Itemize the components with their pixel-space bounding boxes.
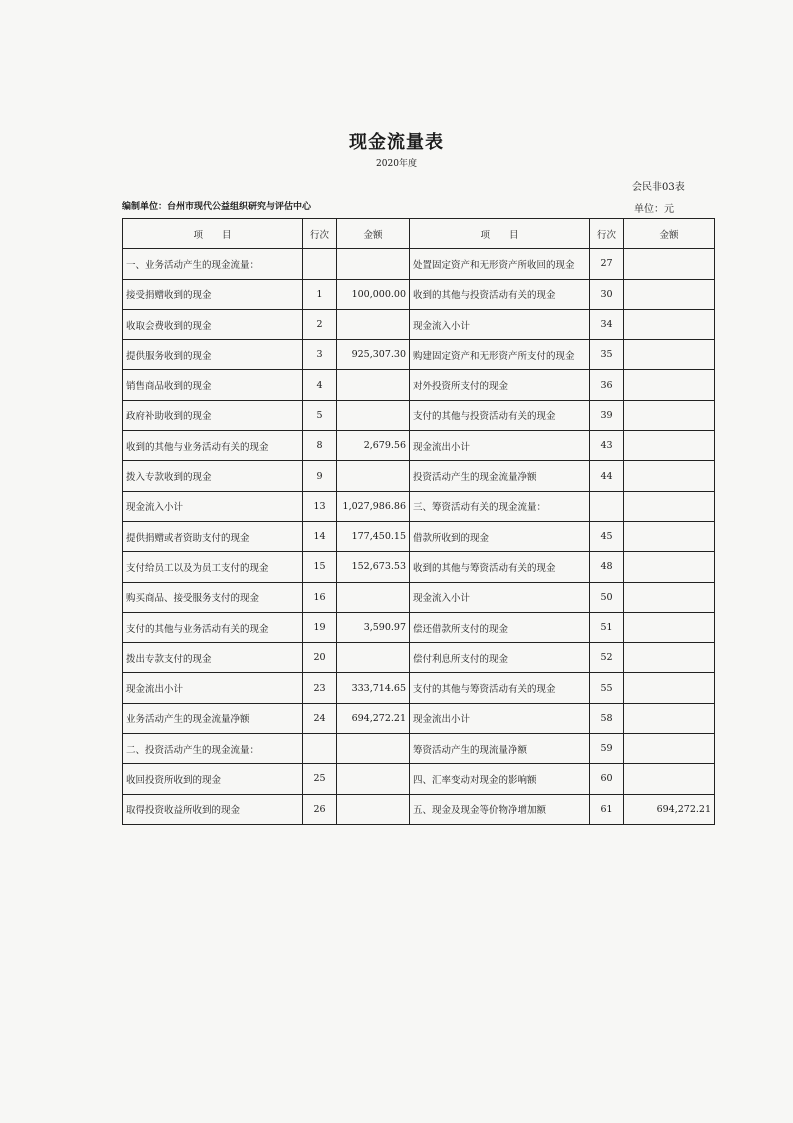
table-row	[123, 703, 715, 733]
left-item: 销售商品收到的现金	[123, 370, 303, 400]
header-amount-left: 金额	[337, 219, 410, 249]
left-item: 收回投资所收到的现金	[123, 764, 303, 794]
right-amount	[624, 734, 715, 764]
left-amount	[337, 370, 410, 400]
right-amount	[624, 370, 715, 400]
table-row	[123, 612, 715, 642]
right-line: 44	[590, 461, 624, 491]
header-line-left: 行次	[303, 219, 337, 249]
left-item: 接受捐赠收到的现金	[123, 279, 303, 309]
right-item: 现金流出小计	[410, 431, 590, 461]
left-line: 20	[303, 643, 337, 673]
header-line-right: 行次	[590, 219, 624, 249]
left-amount	[337, 309, 410, 339]
left-line: 8	[303, 431, 337, 461]
table-row	[123, 370, 715, 400]
table-row	[123, 582, 715, 612]
left-amount	[337, 582, 410, 612]
left-line: 16	[303, 582, 337, 612]
table-row	[123, 279, 715, 309]
left-amount	[337, 400, 410, 430]
header-item-right: 项 目	[410, 219, 590, 249]
right-item: 收到的其他与投资活动有关的现金	[410, 279, 590, 309]
left-amount	[337, 764, 410, 794]
right-item: 三、筹资活动有关的现金流量：	[410, 491, 590, 521]
left-item: 取得投资收益所收到的现金	[123, 794, 303, 824]
left-amount: 152,673.53	[337, 552, 410, 582]
right-line: 45	[590, 521, 624, 551]
right-line	[590, 491, 624, 521]
right-item: 投资活动产生的现金流量净额	[410, 461, 590, 491]
left-amount: 3,590.97	[337, 612, 410, 642]
left-item: 收取会费收到的现金	[123, 309, 303, 339]
left-line: 9	[303, 461, 337, 491]
left-item: 业务活动产生的现金流量净额	[123, 703, 303, 733]
cash-flow-table	[122, 218, 715, 825]
right-amount	[624, 673, 715, 703]
left-line: 13	[303, 491, 337, 521]
left-amount: 333,714.65	[337, 673, 410, 703]
right-amount	[624, 612, 715, 642]
right-line: 34	[590, 309, 624, 339]
left-item: 购买商品、接受服务支付的现金	[123, 582, 303, 612]
right-amount	[624, 552, 715, 582]
right-line: 59	[590, 734, 624, 764]
left-line	[303, 249, 337, 279]
left-amount: 100,000.00	[337, 279, 410, 309]
left-line: 19	[303, 612, 337, 642]
right-line: 60	[590, 764, 624, 794]
table-row	[123, 340, 715, 370]
right-amount	[624, 582, 715, 612]
right-line: 55	[590, 673, 624, 703]
right-amount	[624, 491, 715, 521]
left-line: 4	[303, 370, 337, 400]
right-amount	[624, 400, 715, 430]
table-row	[123, 764, 715, 794]
right-item: 筹资活动产生的现流量净额	[410, 734, 590, 764]
left-amount	[337, 643, 410, 673]
left-line: 23	[303, 673, 337, 703]
right-line: 39	[590, 400, 624, 430]
left-amount	[337, 734, 410, 764]
table-row	[123, 491, 715, 521]
right-amount	[624, 764, 715, 794]
left-item: 现金流入小计	[123, 491, 303, 521]
header-item-left: 项 目	[123, 219, 303, 249]
left-line: 1	[303, 279, 337, 309]
right-line: 43	[590, 431, 624, 461]
right-amount	[624, 431, 715, 461]
left-item: 一、业务活动产生的现金流量：	[123, 249, 303, 279]
right-item: 购建固定资产和无形资产所支付的现金	[410, 340, 590, 370]
left-amount	[337, 794, 410, 824]
right-line: 61	[590, 794, 624, 824]
right-item: 五、现金及现金等价物净增加额	[410, 794, 590, 824]
left-item: 拨出专款支付的现金	[123, 643, 303, 673]
left-amount: 925,307.30	[337, 340, 410, 370]
right-item: 对外投资所支付的现金	[410, 370, 590, 400]
left-amount: 177,450.15	[337, 521, 410, 551]
left-item: 提供服务收到的现金	[123, 340, 303, 370]
left-amount: 694,272.21	[337, 703, 410, 733]
right-item: 偿还借款所支付的现金	[410, 612, 590, 642]
right-line: 51	[590, 612, 624, 642]
right-item: 收到的其他与筹资活动有关的现金	[410, 552, 590, 582]
table-row	[123, 734, 715, 764]
right-item: 处置固定资产和无形资产所收回的现金	[410, 249, 590, 279]
right-item: 支付的其他与筹资活动有关的现金	[410, 673, 590, 703]
left-amount: 2,679.56	[337, 431, 410, 461]
left-line	[303, 734, 337, 764]
right-amount	[624, 279, 715, 309]
right-line: 27	[590, 249, 624, 279]
left-line: 5	[303, 400, 337, 430]
right-item: 现金流出小计	[410, 703, 590, 733]
table-row	[123, 249, 715, 279]
table-row	[123, 552, 715, 582]
right-item: 借款所收到的现金	[410, 521, 590, 551]
left-item: 提供捐赠或者资助支付的现金	[123, 521, 303, 551]
table-row	[123, 673, 715, 703]
currency-unit: 单位：元	[634, 204, 674, 215]
right-amount	[624, 643, 715, 673]
table-row	[123, 431, 715, 461]
left-item: 现金流出小计	[123, 673, 303, 703]
table-header-row	[123, 219, 715, 249]
table-row	[123, 461, 715, 491]
right-amount	[624, 309, 715, 339]
left-amount	[337, 461, 410, 491]
left-amount: 1,027,986.86	[337, 491, 410, 521]
right-line: 30	[590, 279, 624, 309]
right-item: 偿付利息所支付的现金	[410, 643, 590, 673]
right-line: 48	[590, 552, 624, 582]
left-item: 二、投资活动产生的现金流量：	[123, 734, 303, 764]
left-item: 收到的其他与业务活动有关的现金	[123, 431, 303, 461]
left-line: 14	[303, 521, 337, 551]
right-line: 35	[590, 340, 624, 370]
right-amount	[624, 340, 715, 370]
table-row	[123, 309, 715, 339]
organization-name: 编制单位：台州市现代公益组织研究与评估中心	[122, 202, 312, 212]
right-line: 50	[590, 582, 624, 612]
left-amount	[337, 249, 410, 279]
right-line: 52	[590, 643, 624, 673]
left-line: 15	[303, 552, 337, 582]
right-amount	[624, 703, 715, 733]
right-line: 36	[590, 370, 624, 400]
left-item: 政府补助收到的现金	[123, 400, 303, 430]
left-item: 支付的其他与业务活动有关的现金	[123, 612, 303, 642]
right-item: 现金流入小计	[410, 582, 590, 612]
right-item: 支付的其他与投资活动有关的现金	[410, 400, 590, 430]
right-line: 58	[590, 703, 624, 733]
left-item: 支付给员工以及为员工支付的现金	[123, 552, 303, 582]
table-row	[123, 400, 715, 430]
header-amount-right: 金额	[624, 219, 715, 249]
left-line: 24	[303, 703, 337, 733]
left-line: 25	[303, 764, 337, 794]
form-code: 会民非03表	[632, 182, 685, 193]
right-amount	[624, 521, 715, 551]
left-item: 拨入专款收到的现金	[123, 461, 303, 491]
table-row	[123, 794, 715, 824]
right-amount: 694,272.21	[624, 794, 715, 824]
right-amount	[624, 461, 715, 491]
table-row	[123, 521, 715, 551]
table-row	[123, 643, 715, 673]
report-title: 现金流量表	[349, 132, 444, 153]
left-line: 3	[303, 340, 337, 370]
report-year: 2020年度	[376, 159, 417, 169]
right-item: 四、汇率变动对现金的影响额	[410, 764, 590, 794]
right-amount	[624, 249, 715, 279]
left-line: 26	[303, 794, 337, 824]
left-line: 2	[303, 309, 337, 339]
right-item: 现金流入小计	[410, 309, 590, 339]
